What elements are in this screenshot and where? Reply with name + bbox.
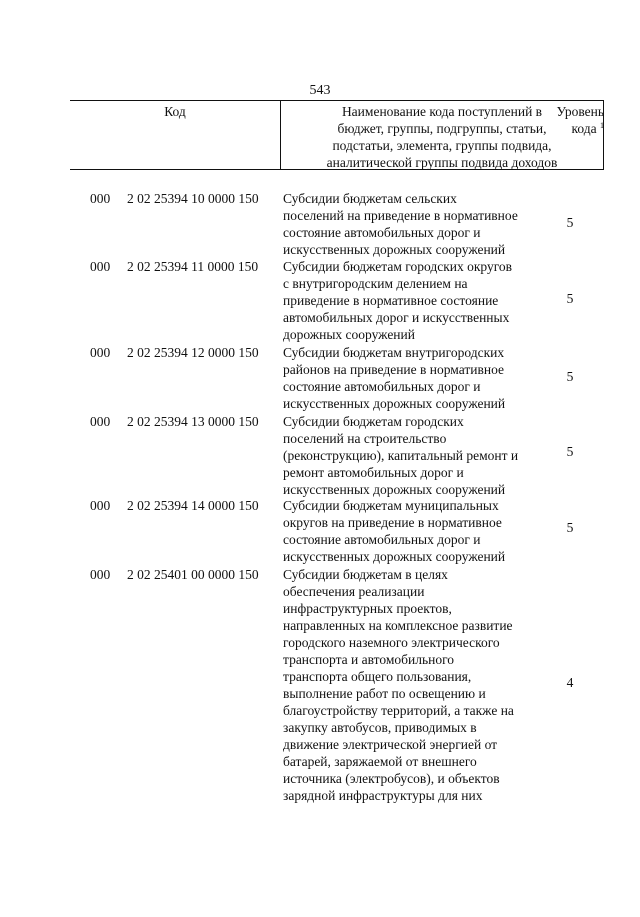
name-line: Субсидии бюджетам сельских <box>283 191 457 206</box>
admin-code: 000 <box>90 498 111 513</box>
name-line: искусственных дорожных сооружений <box>283 396 506 411</box>
income-code: 2 02 25394 12 0000 150 <box>127 345 259 360</box>
name-line: Субсидии бюджетам в целях <box>283 567 448 582</box>
name-line: искусственных дорожных сооружений <box>283 242 506 257</box>
footnote-mark: 1 <box>600 121 604 130</box>
level-code: 5 <box>566 291 574 306</box>
name-line: Субсидии бюджетам городских округов <box>283 259 513 274</box>
name-line: транспорта общего пользования, <box>283 669 472 684</box>
admin-code: 000 <box>90 191 111 206</box>
income-code: 2 02 25394 10 0000 150 <box>127 191 259 206</box>
header-level <box>537 103 604 137</box>
level-code: 4 <box>566 675 574 690</box>
level-code: 5 <box>566 369 574 384</box>
header-code: Код <box>164 104 186 119</box>
table-header <box>70 100 604 170</box>
income-code: 2 02 25394 13 0000 150 <box>127 414 259 429</box>
admin-code: 000 <box>90 259 111 274</box>
name-line: районов на приведение в нормативное <box>283 362 505 377</box>
name-line: движение электрической энергией от <box>283 737 498 752</box>
name-line: ремонт автомобильных дорог и <box>283 465 464 480</box>
level-code: 5 <box>566 520 574 535</box>
name-line: округов на приведение в нормативное <box>283 515 502 530</box>
name-line: поселений на приведение в нормативное <box>283 208 518 223</box>
income-name <box>283 190 533 258</box>
name-line: дорожных сооружений <box>283 327 415 342</box>
income-code: 2 02 25394 14 0000 150 <box>127 498 259 513</box>
income-name <box>283 344 533 412</box>
name-line: искусственных дорожных сооружений <box>283 482 506 497</box>
header-name-line: аналитической группы подвида доходов <box>326 155 558 170</box>
name-line: зарядной инфраструктуры для них <box>283 788 483 803</box>
name-line: поселений на строительство <box>283 431 447 446</box>
income-name <box>283 413 533 498</box>
header-name-line: Наименование кода поступлений в <box>341 104 543 119</box>
name-line: состояние автомобильных дорог и <box>283 532 481 547</box>
name-line: направленных на комплексное развитие <box>283 618 513 633</box>
admin-code: 000 <box>90 567 111 582</box>
header-level-line: Уровень <box>556 104 604 119</box>
name-line: транспорта и автомобильного <box>283 652 455 667</box>
income-code: 2 02 25401 00 0000 150 <box>127 567 259 582</box>
income-code: 2 02 25394 11 0000 150 <box>127 259 259 274</box>
income-name <box>283 258 533 343</box>
level-code: 5 <box>566 444 574 459</box>
name-line: обеспечения реализации <box>283 584 425 599</box>
name-line: Субсидии бюджетам муниципальных <box>283 498 499 513</box>
name-line: автомобильных дорог и искусственных <box>283 310 510 325</box>
name-line: выполнение работ по освещению и <box>283 686 486 701</box>
name-line: искусственных дорожных сооружений <box>283 549 506 564</box>
name-line: состояние автомобильных дорог и <box>283 379 481 394</box>
header-level-line: кода $^1$ <box>571 121 604 136</box>
name-line: закупку автобусов, приводимых в <box>283 720 477 735</box>
name-line: благоустройству территорий, а также на <box>283 703 514 718</box>
name-line: городского наземного электрического <box>283 635 500 650</box>
admin-code: 000 <box>90 345 111 360</box>
level-code: 5 <box>566 215 574 230</box>
name-line: Субсидии бюджетам городских <box>283 414 464 429</box>
name-line: (реконструкцию), капитальный ремонт и <box>283 448 519 463</box>
name-line: состояние автомобильных дорог и <box>283 225 481 240</box>
income-name <box>283 566 533 804</box>
name-line: источника (электробусов), и объектов <box>283 771 500 786</box>
name-line: с внутригородским делением на <box>283 276 468 291</box>
name-line: инфраструктурных проектов, <box>283 601 452 616</box>
header-name-line: бюджет, группы, подгруппы, статьи, <box>337 121 547 136</box>
page-number: 543 <box>309 83 331 98</box>
name-line: Субсидии бюджетам внутригородских <box>283 345 505 360</box>
admin-code: 000 <box>90 414 111 429</box>
name-line: батарей, заряжаемой от внешнего <box>283 754 477 769</box>
name-line: приведение в нормативное состояние <box>283 293 499 308</box>
header-name-line: подстатьи, элемента, группы подвида, <box>332 138 552 153</box>
income-name <box>283 497 533 565</box>
